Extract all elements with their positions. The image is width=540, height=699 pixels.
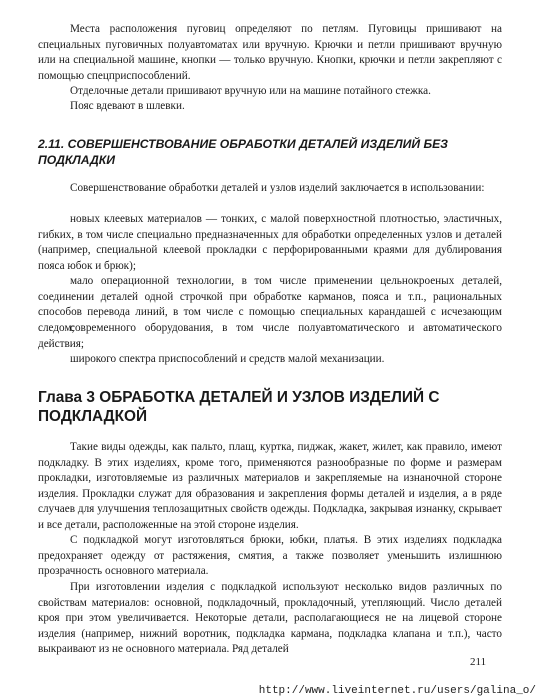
chapter-heading: Глава 3 ОБРАБОТКА ДЕТАЛЕЙ И УЗЛОВ ИЗДЕЛИЙ С ПОДКЛАДКОЙ [38,389,440,425]
paragraph-devices: широкого спектра приспособлений и средств малой механизации. [70,353,385,365]
paragraph-technology: мало операционной технологии, в том числе применении цельнокроеных деталей, соединении деталей одной строчкой при обработке карманов, пояса и т.п., рациональных способов перевода линий, в том числе с помощью специальных карандашей с исчезающим следом; [38,275,502,334]
paragraph-improvement-intro: Совершенствование обработки деталей и узлов изделий заключается в использовании: [70,182,485,194]
watermark-url: http://www.liveinternet.ru/users/galina_o/ [258,685,536,697]
page-number: 211 [470,656,487,668]
paragraph-adhesive-materials: новых клеевых материалов — тонких, с малой поверхностной плотностью, эластичных, гибких, в том числе специально предназначенных для обработки определенных узлов и деталей (например, специальной клеевой прокладки с перфорированными краями для дублирования пояса юбок и брюк); [38,213,502,272]
paragraph-buttons: Места расположения пуговиц определяют по петлям. Пуговицы пришивают на специальных пуговичных полуавтоматах или вручную. Крючки и петли пришивают вручную или на специальной машине, кнопки — только вручную. Кнопки, крючки и петли закрепляют с помощью спецприспособлений. [38,23,502,82]
paragraph-lined-trousers: С подкладкой могут изготовляться брюки, юбки, платья. В этих изделиях подкладка предохраняет одежду от растяжения, смятия, а также позволяет уменьшить излишнюю прозрачность основного материала. [38,534,502,578]
paragraph-garment-types: Такие виды одежды, как пальто, плащ, куртка, пиджак, жакет, жилет, как правило, имеют подкладку. В этих изделиях, кроме того, применяются разнообразные по форме и размерам прокладки, изготовляемые из различных материалов и закрепляемые на изнаночной стороне изделия. Прокладки служат для образования и закрепления формы деталей и изделия, а в ряде случаев для улучшения теплозащитных свойств одежды. Подкладка, закрывая изнанку, скрывает и все детали, расположенные на этой стороне изделия. [38,441,502,531]
paragraph-equipment: современного оборудования, в том числе полуавтоматического и автоматического действия; [38,322,502,350]
paragraph-belt: Пояс вдевают в шлевки. [70,100,185,112]
paragraph-materials: При изготовлении изделия с подкладкой используют несколько видов различных по свойствам материалов: основной, подкладочный, прокладочный, утепляющий. Число деталей кроя при этом увеличивается. Некоторые детали, располагающиеся не на лицевой стороне изделия (например, нижний воротник, подкладка кармана, подкладка клапана и т.п.), часто выкраивают из не основного материала. Ряд деталей [38,581,502,656]
section-heading: 2.11. СОВЕРШЕНСТВОВАНИЕ ОБРАБОТКИ ДЕТАЛЕЙ ИЗДЕЛИЙ БЕЗ ПОДКЛАДКИ [38,137,448,167]
paragraph-trim-details: Отделочные детали пришивают вручную или на машине потайного стежка. [70,85,431,97]
